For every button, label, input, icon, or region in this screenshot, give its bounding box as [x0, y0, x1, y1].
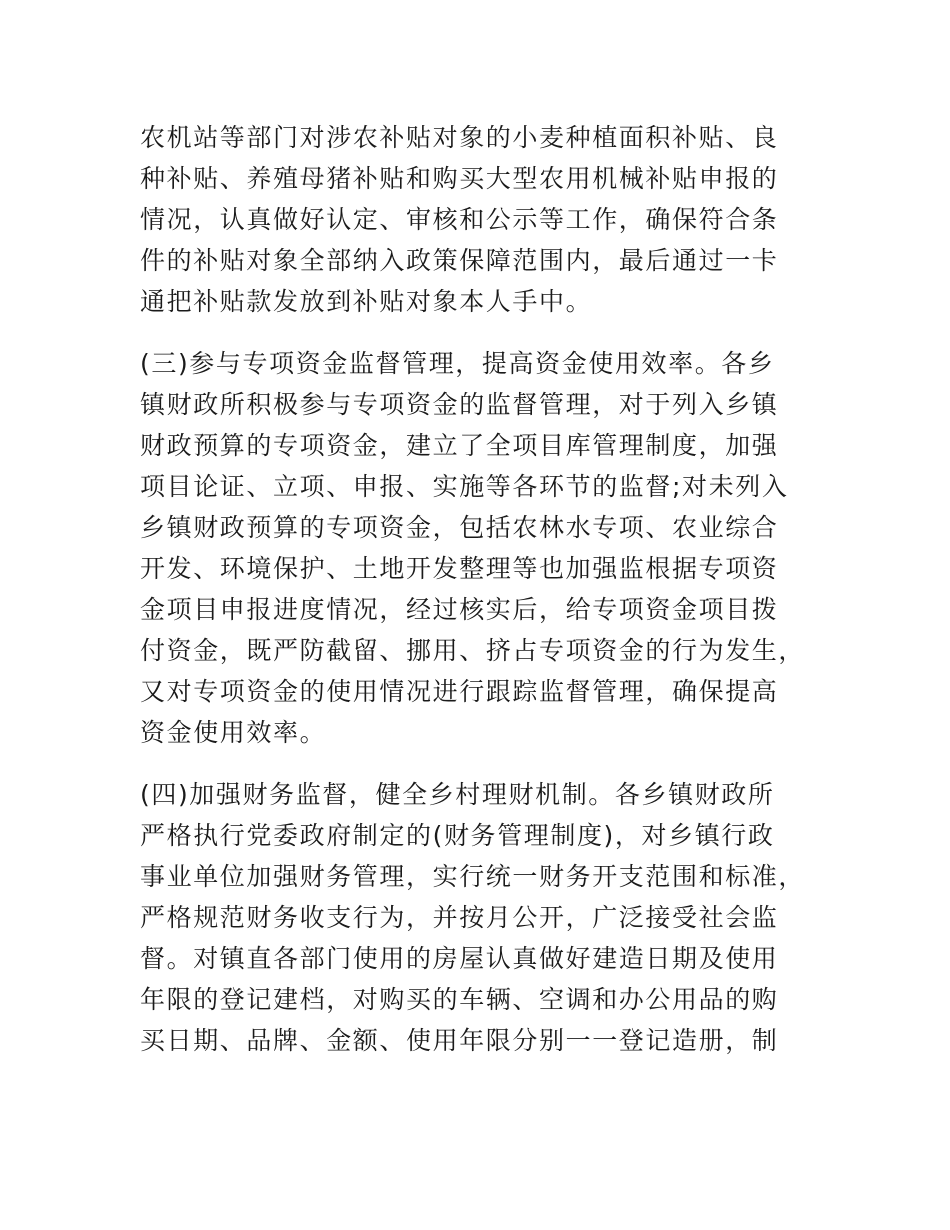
text-line: (四)加强财务监督，健全乡村理财机制。各乡镇财政所	[140, 780, 775, 809]
text-line: 严格执行党委政府制定的(财务管理制度)，对乡镇行政	[140, 821, 775, 850]
text-line: 资金使用效率。	[140, 718, 327, 747]
text-line: 事业单位加强财务管理，实行统一财务开支范围和标准，	[140, 862, 806, 891]
document-body	[140, 117, 820, 1082]
text-line: 情况，认真做好认定、审核和公示等工作，确保符合条	[140, 205, 779, 234]
text-line: 项目论证、立项、申报、实施等各环节的监督;对未列入	[140, 472, 789, 501]
text-line: 通把补贴款发放到补贴对象本人手中。	[140, 287, 593, 316]
paragraph-subsidy-verification	[140, 117, 820, 322]
text-line: 乡镇财政预算的专项资金，包括农林水专项、农业综合	[140, 513, 779, 542]
text-line: 财政预算的专项资金，建立了全项目库管理制度，加强	[140, 431, 779, 460]
text-line: 督。对镇直各部门使用的房屋认真做好建造日期及使用	[140, 944, 779, 973]
text-line: 件的补贴对象全部纳入政策保障范围内，最后通过一卡	[140, 246, 779, 275]
text-line: 付资金，既严防截留、挪用、挤占专项资金的行为发生，	[140, 636, 806, 665]
text-line: 严格规范财务收支行为，并按月公开，广泛接受社会监	[140, 903, 779, 932]
text-line: 开发、环境保护、土地开发整理等也加强监根据专项资	[140, 554, 779, 583]
text-line: (三)参与专项资金监督管理，提高资金使用效率。各乡	[140, 349, 775, 378]
text-line: 买日期、品牌、金额、使用年限分别一一登记造册，制	[140, 1026, 779, 1055]
paragraph-special-funds	[140, 343, 820, 753]
text-line: 金项目申报进度情况，经过核实后，给专项资金项目拨	[140, 595, 779, 624]
text-line: 农机站等部门对涉农补贴对象的小麦种植面积补贴、良	[140, 123, 779, 152]
text-line: 年限的登记建档，对购买的车辆、空调和办公用品的购	[140, 985, 779, 1014]
text-line: 又对专项资金的使用情况进行跟踪监督管理，确保提高	[140, 677, 779, 706]
text-line: 种补贴、养殖母猪补贴和购买大型农用机械补贴申报的	[140, 164, 779, 193]
text-line: 镇财政所积极参与专项资金的监督管理，对于列入乡镇	[140, 390, 779, 419]
paragraph-financial-supervision	[140, 774, 820, 1061]
